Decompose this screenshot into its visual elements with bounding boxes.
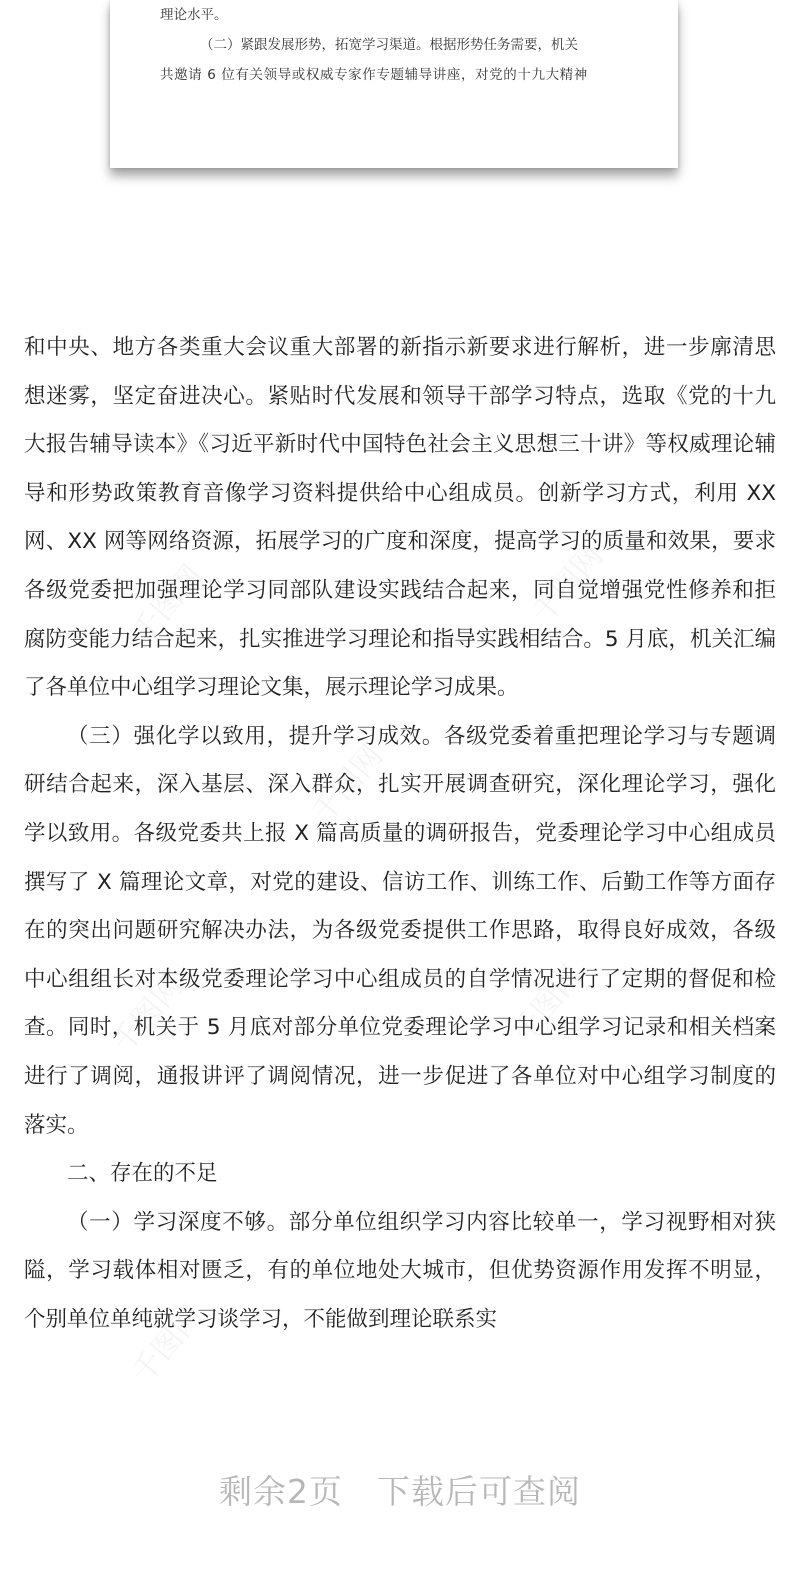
remaining-pages-text: 剩余2页 <box>219 1472 343 1511</box>
preview-page-card <box>110 0 678 168</box>
watermark: 千图网 <box>125 558 211 650</box>
section-heading: 二、存在的不足 <box>67 1161 218 1187</box>
paragraph: 和中央、地方各类重大会议重大部署的新指示新要求进行解析，进一步廓清思想迷雾，坚定奋进决心。紧贴时代发展和领导干部学习特点，选取《党的十九大报告辅导读本》《习近平新时代中国特色社会主义思想三十讲》等权威理论辅导和形势政策教育音像学习资料提供给中心组成员。创新学习方式，利用 XX 网、XX 网等网络资源，拓展学习的广度和深度，提高学习的质量和效果，要求各级党委把加强理论学习同部队建设实践结合起来，同自觉增强党性修养和拒腐防变能力结合起来，扎实推进学习理论和指导实践相结合。5 月底，机关汇编了各单位中心组学习理论文集，展示理论学习成果。 <box>24 335 776 701</box>
document-body <box>24 324 776 1344</box>
watermark: 千图网 <box>525 538 611 630</box>
preview-line-3: 共邀请 6 位有关领导或权威专家作专题辅导讲座，对党的十九大精神 <box>160 67 588 83</box>
paragraph: （三）强化学以致用，提升学习成效。各级党委着重把理论学习与专题调研结合起来，深入基层、深入群众，扎实开展调查研究，深化理论学习，强化学以致用。各级党委共上报 X 篇高质量的调研报告，党委理论学习中心组成员撰写了 X 篇理论文章，对党的建设、信访工作、训练工作、后勤工作等方面存在的突出问题研究解决办法，为各级党委提供工作思路，取得良好成效，各级中心组组长对本级党委理论学习中心组成员的自学情况进行了定期的督促和检查。同时，机关于 5 月底对部分单位党委理论学习中心组学习记录和相关档案进行了调阅，通报讲评了调阅情况，进一步促进了各单位对中心组学习制度的落实。 <box>24 723 776 1138</box>
watermark: 千图网 <box>125 1298 211 1390</box>
watermark: 千图网 <box>505 958 591 1050</box>
download-hint-text: 下载后可查阅 <box>377 1472 581 1511</box>
download-banner[interactable] <box>0 1462 800 1522</box>
watermark: 千图网 <box>105 968 191 1060</box>
watermark: 千图网 <box>305 738 391 830</box>
preview-line-1: 理论水平。 <box>160 7 228 23</box>
paragraph: （一）学习深度不够。部分单位组织学习内容比较单一，学习视野相对狭隘，学习载体相对匮乏，有的单位地处大城市，但优势资源作用发挥不明显，个别单位单纯就学习谈学习，不能做到理论联系实 <box>24 1209 776 1332</box>
preview-line-2: （二）紧跟发展形势，拓宽学习渠道。根据形势任务需要，机关 <box>200 37 578 53</box>
